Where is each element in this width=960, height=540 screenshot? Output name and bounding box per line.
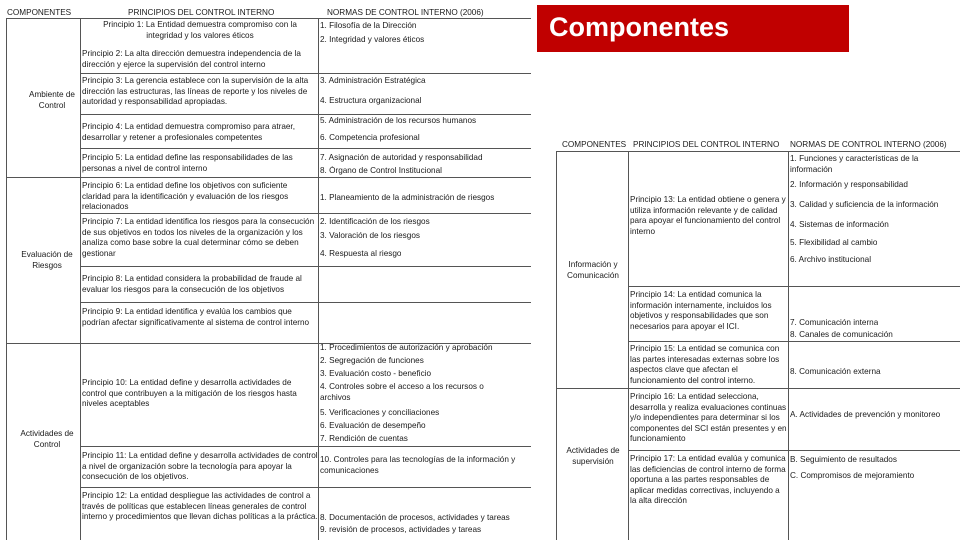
principle-7: Principio 7: La entidad identifica los riesgos para la consecución de sus objetivos en todos los niveles de la organización y los analiza como base sobre la cual determinar cómo se deben gestionar bbox=[82, 217, 315, 258]
principle-8: Principio 8: La entidad considera la probabilidad de fraude al evaluar los riesgos para la consecución de los objetivos bbox=[82, 274, 302, 294]
column-divider bbox=[318, 18, 319, 540]
slide-title: Componentes bbox=[549, 12, 730, 42]
norm-estructura-organizacional: 4. Estructura organizacional bbox=[320, 96, 422, 105]
principle-12: Principio 12: La entidad despliegue las actividades de control a través de políticas que establecen líneas generales de control interno y procedimientos que llevan dichas políticas a la práctica. bbox=[82, 491, 318, 521]
row-divider bbox=[80, 213, 531, 214]
norm-segregacion: 2. Segregación de funciones bbox=[320, 356, 424, 365]
component-actividades-de-supervision: Actividades de supervisión bbox=[566, 446, 620, 466]
principle-16: Principio 16: La entidad selecciona, desarrolla y realiza evaluaciones continuas y/o independientes para determinar si los componentes del SCI están presentes y en funcionamiento bbox=[630, 392, 787, 443]
principle-4: Principio 4: La entidad demuestra compromiso para atraer, desarrollar y retener a profesionales competentes bbox=[82, 122, 295, 142]
row-divider bbox=[628, 286, 960, 287]
component-informacion-y-comunicacion: Información y Comunicación bbox=[567, 260, 619, 280]
section-divider bbox=[556, 388, 960, 389]
norm-compromisos-mejoramiento: C. Compromisos de mejoramiento bbox=[790, 471, 915, 480]
slide-title-box bbox=[537, 5, 849, 52]
norm-organo-control: 8. Órgano de Control Institucional bbox=[320, 166, 442, 175]
norm-revision-procesos: 9. revisión de procesos, actividades y tareas bbox=[320, 525, 482, 534]
norm-asignacion-autoridad: 7. Asignación de autoridad y responsabilidad bbox=[320, 153, 483, 162]
row-divider bbox=[6, 18, 531, 19]
principle-2: Principio 2: La alta dirección demuestra independencia de la dirección y ejerce la supervisión del control interno bbox=[82, 49, 301, 69]
norm-funciones-informacion: 1. Funciones y características de la información bbox=[790, 154, 919, 174]
norm-respuesta-riesgo: 4. Respuesta al riesgo bbox=[320, 249, 402, 258]
row-divider bbox=[80, 446, 531, 447]
norm-seguimiento-resultados: B. Seguimiento de resultados bbox=[790, 455, 897, 464]
norm-autorizacion: 1. Procedimientos de autorización y aprobación bbox=[320, 343, 493, 352]
norm-valoracion-riesgos: 3. Valoración de los riesgos bbox=[320, 231, 420, 240]
column-divider bbox=[80, 18, 81, 540]
norm-administracion-estrategica: 3. Administración Estratégica bbox=[320, 76, 426, 85]
row-divider bbox=[80, 302, 531, 303]
row-divider bbox=[556, 151, 960, 152]
norm-sistemas-informacion: 4. Sistemas de información bbox=[790, 220, 889, 229]
right-header-principles: PRINCIPIOS DEL CONTROL INTERNO bbox=[633, 140, 780, 149]
principle-15: Principio 15: La entidad se comunica con las partes interesadas externas sobre los aspectos clave que afectan el funcionamiento del control interno. bbox=[630, 344, 780, 385]
component-evaluacion-de-riesgos: Evaluación de Riesgos bbox=[21, 250, 73, 270]
norm-identificacion-riesgos: 2. Identificación de los riesgos bbox=[320, 217, 430, 226]
norm-flexibilidad-cambio: 5. Flexibilidad al cambio bbox=[790, 238, 878, 247]
norm-planeamiento-riesgos: 1. Planeamiento de la administración de riesgos bbox=[320, 193, 495, 202]
norm-archivo-institucional: 6. Archivo institucional bbox=[790, 255, 872, 264]
principle-10: Principio 10: La entidad define y desarrolla actividades de control que contribuyen a la mitigación de los riesgos hasta niveles aceptables bbox=[82, 378, 297, 408]
table-left-border bbox=[6, 18, 7, 540]
row-divider bbox=[80, 114, 531, 115]
principle-5: Principio 5: La entidad define las responsabilidades de las personas a nivel de control interno bbox=[82, 153, 293, 173]
column-divider bbox=[628, 151, 629, 540]
norm-prevencion-monitoreo: A. Actividades de prevención y monitoreo bbox=[790, 410, 941, 419]
principle-14: Principio 14: La entidad comunica la información internamente, incluidos los objetivos y responsabilidades que son necesarios para apoyar el ICI. bbox=[630, 290, 772, 331]
column-divider bbox=[788, 151, 789, 540]
row-divider bbox=[80, 73, 531, 74]
section-divider bbox=[6, 177, 531, 178]
norm-integridad: 2. Integridad y valores éticos bbox=[320, 35, 425, 44]
row-divider bbox=[80, 148, 531, 149]
norm-canales-comunicacion: 8. Canales de comunicación bbox=[790, 330, 893, 339]
principle-6: Principio 6: La entidad define los objetivos con suficiente claridad para la identificación y evaluación de los riesgos relacionados bbox=[82, 181, 289, 211]
norm-informacion-responsabilidad: 2. Información y responsabilidad bbox=[790, 180, 908, 189]
left-header-norms: NORMAS DE CONTROL INTERNO (2006) bbox=[327, 8, 484, 17]
norm-documentacion-procesos: 8. Documentación de procesos, actividades y tareas bbox=[320, 513, 510, 522]
right-header-components: COMPONENTES bbox=[562, 140, 627, 149]
row-divider bbox=[628, 450, 960, 451]
left-header-components: COMPONENTES bbox=[7, 8, 72, 17]
principle-17: Principio 17: La entidad evalúa y comunica las deficiencias de control interno de forma oportuna a las partes responsables de aplicar medidas correctivas, incluyendo a la alta dirección bbox=[630, 454, 786, 505]
principle-11: Principio 11: La entidad define y desarrolla actividades de control a nivel de organización sobre la tecnología para apoyar la consecución de los objetivos. bbox=[82, 451, 318, 481]
principle-1: Principio 1: La Entidad demuestra compromiso con la integridad y los valores éticos bbox=[103, 20, 297, 40]
table-left-border bbox=[556, 151, 557, 540]
norm-verificaciones: 5. Verificaciones y conciliaciones bbox=[320, 408, 440, 417]
norm-competencia: 6. Competencia profesional bbox=[320, 133, 420, 142]
norm-filosofia: 1. Filosofía de la Dirección bbox=[320, 21, 417, 30]
norm-costo-beneficio: 3. Evaluación costo - beneficio bbox=[320, 369, 432, 378]
norm-rendicion-cuentas: 7. Rendición de cuentas bbox=[320, 434, 408, 443]
principle-9: Principio 9: La entidad identifica y evalúa los cambios que podrían afectar significativamente al sistema de control interno bbox=[82, 307, 310, 327]
row-divider bbox=[80, 266, 531, 267]
norm-comunicacion-externa: 8. Comunicación externa bbox=[790, 367, 881, 376]
norm-recursos-humanos: 5. Administración de los recursos humanos bbox=[320, 116, 477, 125]
norm-acceso-recursos: 4. Controles sobre el acceso a los recursos o archivos bbox=[320, 382, 484, 402]
norm-comunicacion-interna: 7. Comunicación interna bbox=[790, 318, 879, 327]
component-actividades-de-control: Actividades de Control bbox=[20, 429, 74, 449]
component-ambiente-de-control: Ambiente de Control bbox=[29, 90, 75, 110]
right-header-norms: NORMAS DE CONTROL INTERNO (2006) bbox=[790, 140, 947, 149]
principle-3: Principio 3: La gerencia establece con la supervisión de la alta dirección las estructuras, las líneas de reporte y los niveles de autoridad y responsabilidad apropiadas. bbox=[82, 76, 309, 106]
left-header-principles: PRINCIPIOS DEL CONTROL INTERNO bbox=[128, 8, 275, 17]
norm-controles-tic: 10. Controles para las tecnologías de la información y comunicaciones bbox=[320, 455, 516, 475]
principle-13: Principio 13: La entidad obtiene o genera y utiliza información relevante y de calidad para apoyar el funcionamiento del control interno bbox=[630, 195, 786, 236]
norm-calidad-informacion: 3. Calidad y suficiencia de la información bbox=[790, 200, 939, 209]
row-divider bbox=[80, 487, 531, 488]
row-divider bbox=[628, 341, 960, 342]
norm-evaluacion-desempeno: 6. Evaluación de desempeño bbox=[320, 421, 426, 430]
